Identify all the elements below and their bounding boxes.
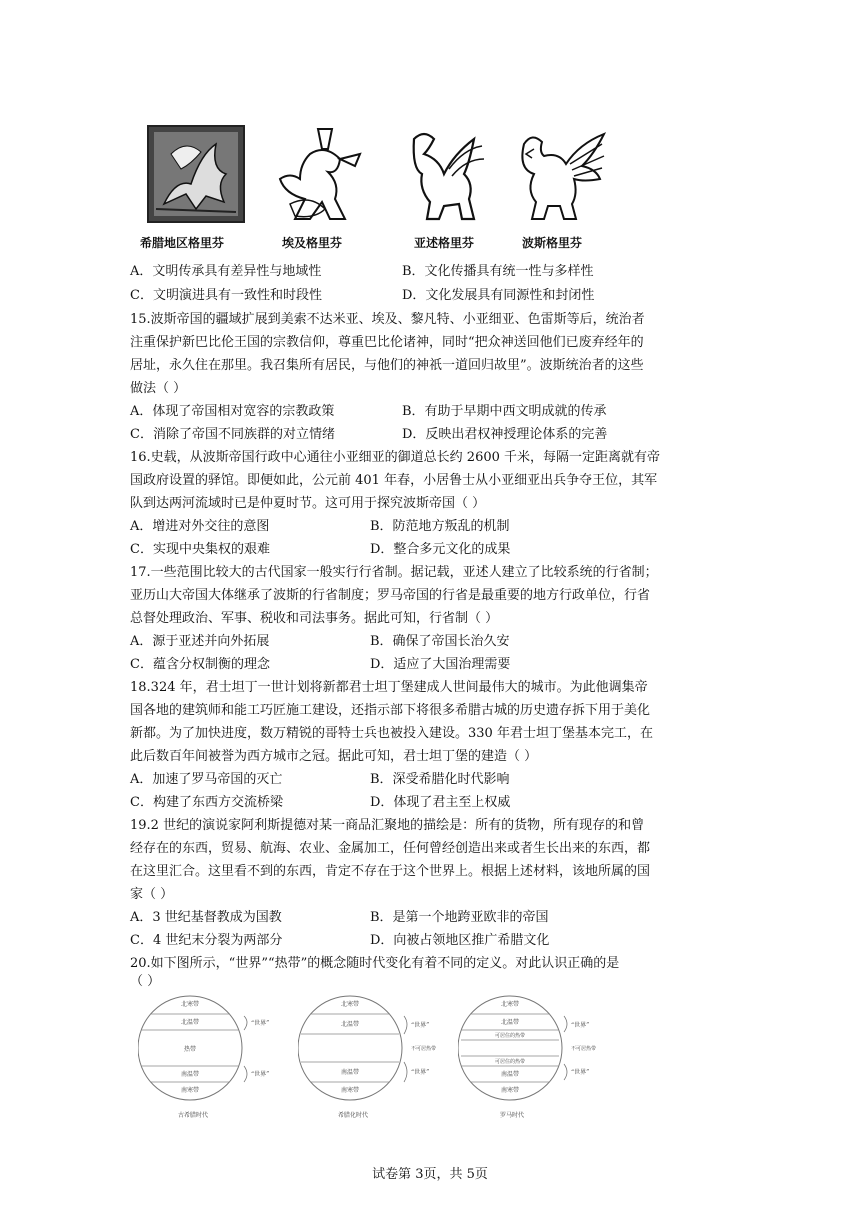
q14-option-b: B．文化传播具有统一性与多样性: [402, 264, 594, 279]
q19-option-b: B．是第一个地跨亚欧非的帝国: [370, 910, 549, 925]
assyria-griffin-image: [394, 124, 504, 224]
q15-option-b: B．有助于早期中西文明成就的传承: [402, 404, 607, 419]
g3-band-4: 南温带: [500, 1071, 520, 1078]
g1-band-0: 北寒带: [180, 1001, 200, 1008]
g1-caption: 古希腊时代: [178, 1112, 209, 1119]
caption-greek-griffin: 希腊地区格里芬: [140, 236, 225, 250]
caption-egypt-griffin: 埃及格里芬: [282, 236, 343, 250]
q17-line-3: 总督处理政治、军事、税收和司法事务。据此可知，行省制（ ）: [130, 611, 499, 626]
q15-option-a: A．体现了帝国相对宽容的宗教政策: [130, 404, 335, 419]
globe-hellenistic: [298, 992, 458, 1122]
g1-side-0: “世界”: [251, 1020, 270, 1027]
q15-line-3: 居址，永久住在那里。我召集所有居民，与他们的神祇一道回归故里”。波斯统治者的这些: [130, 358, 644, 373]
q16-option-a: A．增进对外交往的意图: [130, 519, 270, 534]
q17-line-1: 17.一些范围比较大的古代国家一般实行行省制。据记载，亚述人建立了比较系统的行省制；: [130, 565, 658, 580]
q18-option-c: C．构建了东西方交流桥梁: [130, 795, 283, 810]
q18-line-4: 此后数百年间被誉为西方城市之冠。据此可知，君士坦丁堡的建造（ ）: [130, 749, 538, 764]
q16-option-b: B．防范地方叛乱的机制: [370, 519, 510, 534]
q17-option-b: B．确保了帝国长治久安: [370, 634, 510, 649]
q17-option-c: C．蕴含分权制衡的理念: [130, 657, 270, 672]
q19-line-2: 经存在的东西，贸易、航海、农业、金属加工，任何曾经创造出来或者生长出来的东西，都: [130, 841, 651, 856]
g2-caption: 希腊化时代: [338, 1112, 369, 1119]
g2-side-2: “世界”: [411, 1069, 430, 1076]
g3-band-5: 南寒带: [500, 1087, 520, 1094]
g3-band-2: 可居住的热带: [494, 1033, 526, 1039]
q16-option-c: C．实现中央集权的艰难: [130, 542, 270, 557]
q16-line-1: 16.史载，从波斯帝国行政中心通往小亚细亚的御道总长约 2600 千米，每隔一定距离就有帝: [130, 450, 661, 465]
griffin-figures: [138, 124, 608, 254]
q16-line-2: 国政府设置的驿馆。即便如此，公元前 401 年春，小居鲁士从小亚细亚出兵争夺王位，其军: [130, 473, 658, 488]
q18-line-2: 国各地的建筑师和能工巧匠施工建设，还指示部下将很多希腊古城的历史遗存拆下用于美化: [130, 703, 651, 718]
g3-band-1: 北温带: [500, 1019, 520, 1026]
q15-line-1: 15.波斯帝国的疆域扩展到美索不达米亚、埃及、黎凡特、小亚细亚、色雷斯等后，统治者: [130, 312, 645, 327]
globe-ancient-greek: [138, 992, 298, 1122]
q18-line-1: 18.324 年，君士坦丁一世计划将新都君士坦丁堡建成人世间最伟大的城市。为此他调集帝: [130, 680, 648, 695]
q20-line-2: （ ）: [130, 974, 161, 989]
g1-band-3: 南温带: [180, 1071, 200, 1078]
g3-band-3: 可居住的热带: [494, 1059, 526, 1065]
q15-line-2: 注重保护新巴比伦王国的宗教信仰，尊重巴比伦诸神，同时“把众神送回他们已废弃经年的: [130, 335, 644, 350]
q18-option-a: A．加速了罗马帝国的灭亡: [130, 772, 283, 787]
page-footer: 试卷第 3页，共 5页: [372, 1167, 488, 1182]
q17-option-d: D．适应了大国治理需要: [370, 657, 511, 672]
q19-option-d: D．向被占领地区推广希腊文化: [370, 933, 550, 948]
q19-option-c: C．4 世纪末分裂为两部分: [130, 933, 283, 948]
g2-band-2: 南温带: [340, 1069, 360, 1076]
q15-line-4: 做法（ ）: [130, 381, 187, 396]
g2-band-0: 北寒带: [340, 1001, 360, 1008]
caption-persia-griffin: 波斯格里芬: [522, 236, 583, 250]
g3-side-1: 不可居热带: [571, 1046, 597, 1052]
g1-band-4: 南寒带: [180, 1087, 200, 1094]
g1-side-1: “世界”: [251, 1071, 270, 1078]
q14-option-c: C．文明演进具有一致性和时段性: [130, 288, 322, 303]
g2-band-3: 南寒带: [340, 1087, 360, 1094]
g1-band-1: 北温带: [180, 1019, 200, 1026]
q17-line-2: 亚历山大帝国大体继承了波斯的行省制度；罗马帝国的行省是最重要的地方行政单位，行省: [130, 588, 651, 603]
q16-line-3: 队到达两河流域时已是仲夏时节。这可用于探究波斯帝国（ ）: [130, 496, 486, 511]
g3-side-0: “世界”: [571, 1022, 590, 1029]
greek-griffin-image: [146, 124, 256, 224]
q14-option-a: A．文明传承具有差异性与地域性: [130, 264, 322, 279]
q20-line-1: 20.如下图所示，“世界”“热带”的概念随时代变化有着不同的定义。对此认识正确的是: [130, 956, 620, 971]
q16-option-d: D．整合多元文化的成果: [370, 542, 511, 557]
q19-line-3: 在这里汇合。这里看不到的东西，肯定不存在于这个世界上。根据上述材料，该地所属的国: [130, 864, 651, 879]
persia-griffin-image: [504, 124, 614, 224]
q14-option-d: D．文化发展具有同源性和封闭性: [402, 288, 595, 303]
q18-option-b: B．深受希腊化时代影响: [370, 772, 510, 787]
g3-side-2: “世界”: [571, 1069, 590, 1076]
globe-2-drawing: [298, 992, 458, 1110]
caption-assyria-griffin: 亚述格里芬: [414, 236, 475, 250]
q19-option-a: A．3 世纪基督教成为国教: [130, 910, 282, 925]
globe-diagrams: [138, 992, 618, 1122]
globe-1-drawing: [138, 992, 298, 1110]
q15-option-c: C．消除了帝国不同族群的对立情绪: [130, 427, 335, 442]
g1-band-2: 热带: [183, 1046, 197, 1053]
q19-line-4: 家（ ）: [130, 887, 174, 902]
g2-band-1: 北温带: [340, 1021, 360, 1028]
g2-side-1: 不可居热带: [411, 1046, 437, 1052]
q15-option-d: D．反映出君权神授理论体系的完善: [402, 427, 608, 442]
q19-line-1: 19.2 世纪的演说家阿利斯提德对某一商品汇聚地的描绘是：所有的货物，所有现存的和曾: [130, 818, 645, 833]
globe-roman: [458, 992, 618, 1122]
globe-3-drawing: [458, 992, 618, 1110]
g3-caption: 罗马时代: [500, 1112, 525, 1119]
egypt-griffin-image: [270, 124, 380, 224]
q18-line-3: 新都。为了加快进度，数万精锐的哥特士兵也被投入建设。330 年君士坦丁堡基本完工，在: [130, 726, 653, 741]
g3-band-0: 北寒带: [500, 1001, 520, 1008]
q18-option-d: D．体现了君主至上权威: [370, 795, 511, 810]
q17-option-a: A．源于亚述并向外拓展: [130, 634, 270, 649]
g2-side-0: “世界”: [411, 1022, 430, 1029]
